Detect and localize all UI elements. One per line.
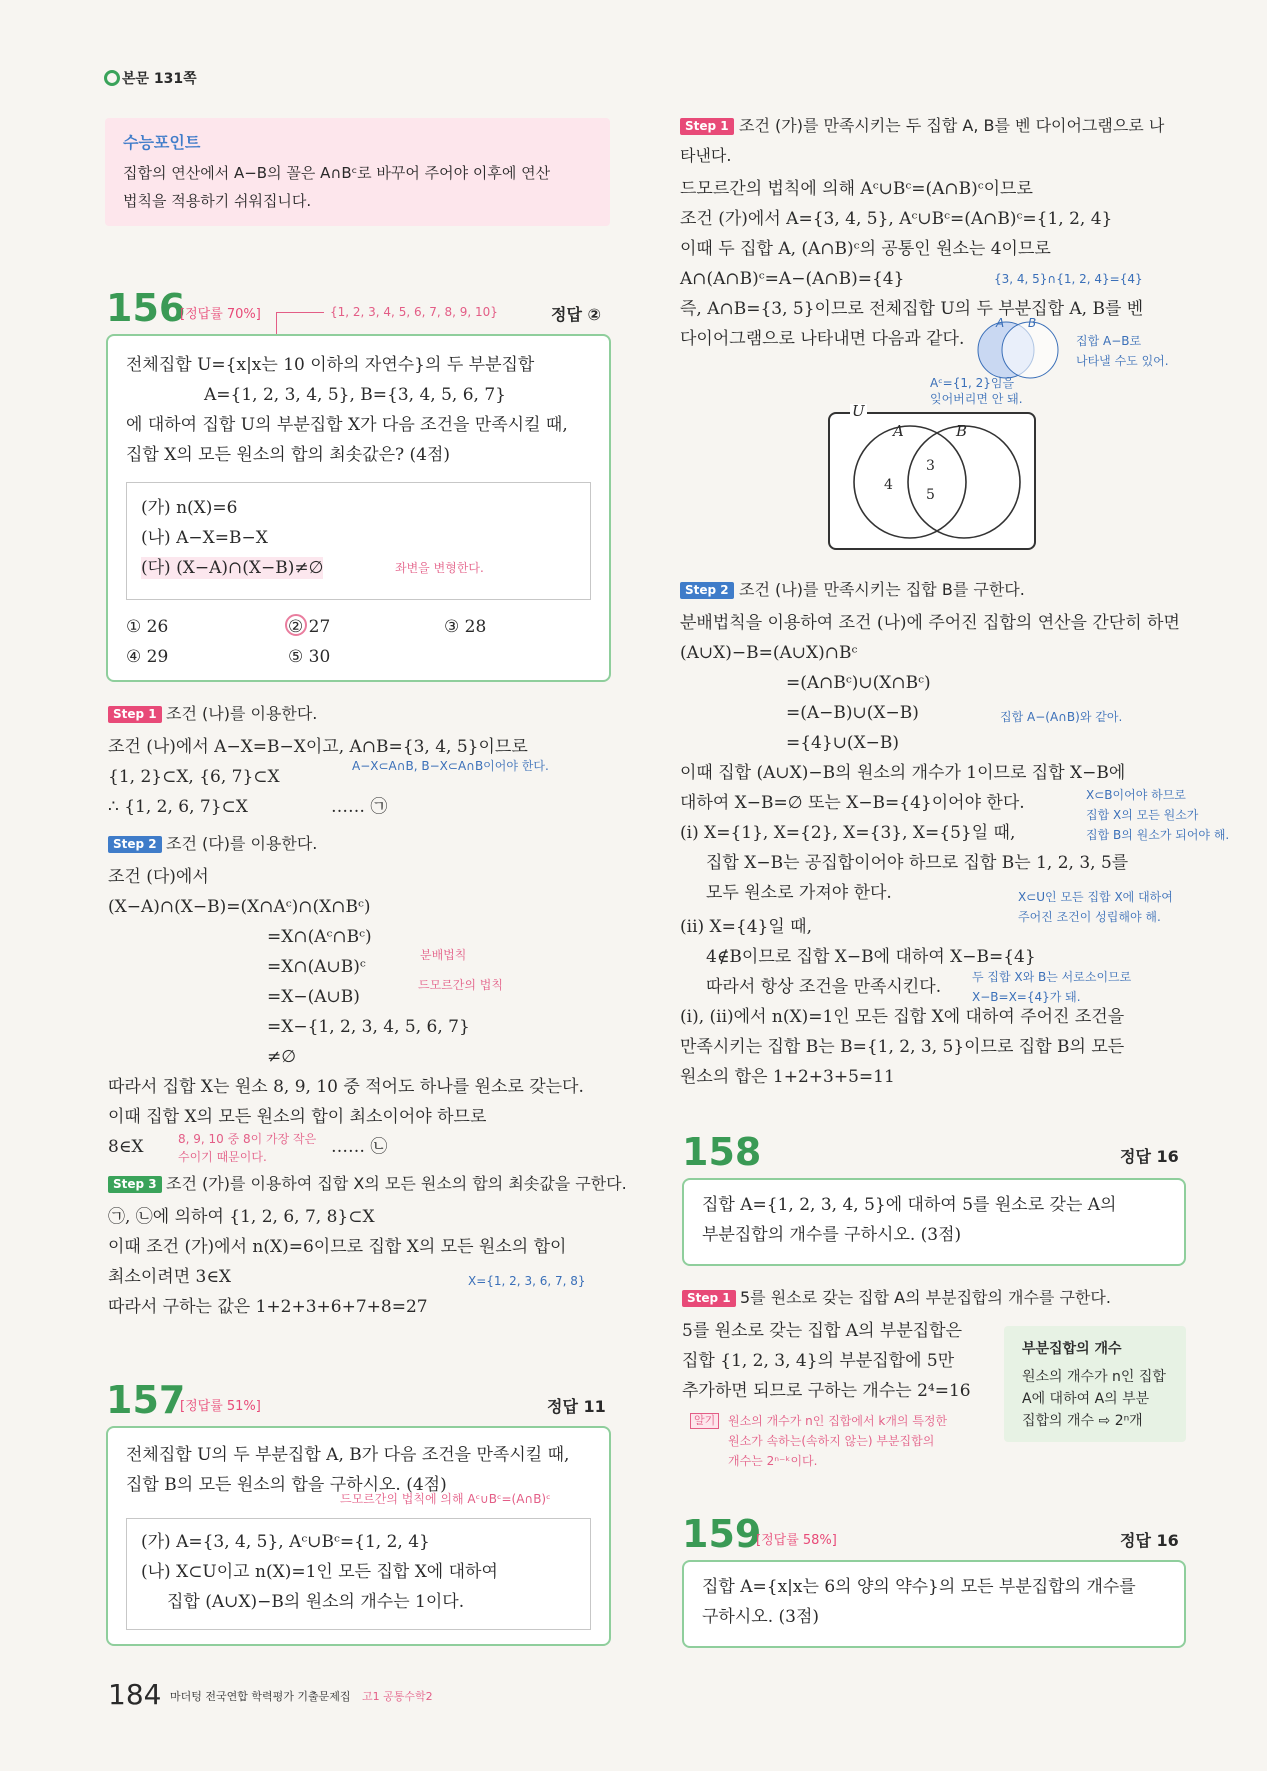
solution-line: ≠∅ xyxy=(267,1047,297,1067)
choice-2[interactable]: ② 27 xyxy=(288,617,331,637)
solution-line: 이때 두 집합 A, (A∩B)ᶜ의 공통인 원소는 4이므로 xyxy=(680,239,1051,259)
note-t13: X−B=X={4}가 돼. xyxy=(972,990,1081,1004)
question-box-158 xyxy=(682,1178,1186,1266)
question-line: 전체집합 U의 두 부분집합 A, B가 다음 조건을 만족시킬 때, xyxy=(126,1445,570,1465)
solution-line: 드모르간의 법칙에 의해 Aᶜ∪Bᶜ=(A∩B)ᶜ이므로 xyxy=(680,179,1033,199)
condition-na: (나) A−X=B−X xyxy=(141,528,268,548)
mini-venn-label-b: B xyxy=(1028,316,1037,330)
question-line: 전체집합 U={x|x는 10 이하의 자연수}의 두 부분집합 xyxy=(126,355,535,375)
footer-title: 마더텅 전국연합 학력평가 기출문제집 xyxy=(170,1690,351,1703)
solution-line: 5를 원소로 갖는 집합 A의 부분집합은 xyxy=(682,1321,963,1341)
note-mini-venn: 나타낼 수도 있어. xyxy=(1076,354,1169,368)
venn-element-ab: 5 xyxy=(926,487,935,503)
note-t7: X⊂B이어야 하므로 xyxy=(1086,788,1186,802)
solution-line: 즉, A∩B={3, 5}이므로 전체집합 U의 두 부분집합 A, B를 벤 xyxy=(680,299,1144,319)
solution-line: 이때 집합 X의 모든 원소의 합이 최소이어야 하므로 xyxy=(108,1107,487,1127)
solution-line: ㉠, ㉡에 의하여 {1, 2, 6, 7, 8}⊂X xyxy=(108,1207,375,1227)
footer-subtitle: 고1 공통수학2 xyxy=(362,1690,433,1703)
solution-line: 따라서 항상 조건을 만족시킨다. xyxy=(706,977,942,997)
venn-diagram xyxy=(828,412,1036,550)
problem-number-159: 159 xyxy=(682,1512,762,1556)
solution-line: 만족시키는 집합 B는 B={1, 2, 3, 5}이므로 집합 B의 모든 xyxy=(680,1037,1125,1057)
question-line: A={1, 2, 3, 4, 5}, B={3, 4, 5, 6, 7} xyxy=(204,385,506,405)
note-s2j: 8, 9, 10 중 8이 가장 작은 xyxy=(178,1132,317,1146)
note-t10: X⊂U인 모든 집합 X에 대하여 xyxy=(1018,890,1173,904)
point-line2: 법칙을 적용하기 쉬워집니다. xyxy=(123,192,312,210)
note-s2j: 수이기 때문이다. xyxy=(178,1150,267,1164)
question-line: 부분집합의 개수를 구하시오. (3점) xyxy=(702,1225,962,1245)
venn-element-a: 4 xyxy=(884,477,893,493)
step-title: 조건 (가)를 만족시키는 두 집합 A, B를 벤 다이어그램으로 나 xyxy=(739,116,1165,135)
problem-number-158: 158 xyxy=(682,1130,762,1174)
condition-box xyxy=(126,1518,591,1630)
rate-156: [정답률 70%] xyxy=(180,307,261,322)
step-tag: Step 3 xyxy=(108,1176,162,1193)
solution-line: ={4}∪(X−B) xyxy=(786,733,900,753)
question-line: 집합 A={x|x는 6의 양의 약수}의 모든 부분집합의 개수를 xyxy=(702,1577,1136,1597)
choice-5[interactable]: ⑤ 30 xyxy=(288,647,331,667)
condition-da: (다) (X−A)∩(X−B)≠∅ xyxy=(141,558,324,578)
question-line: 집합 A={1, 2, 3, 4, 5}에 대하여 5를 원소로 갖는 A의 xyxy=(702,1195,1117,1215)
solution-line: 이때 조건 (가)에서 n(X)=6이므로 집합 X의 모든 원소의 합이 xyxy=(108,1237,567,1257)
note-s2d: 드모르간의 법칙 xyxy=(418,978,503,992)
solution-line: (i) X={1}, X={2}, X={3}, X={5}일 때, xyxy=(680,823,1016,843)
solution-line: 다이어그램으로 나타내면 다음과 같다. xyxy=(680,329,965,349)
note-t7: 집합 B의 원소가 되어야 해. xyxy=(1086,828,1230,842)
note-t13: 두 집합 X와 B는 서로소이므로 xyxy=(972,970,1132,984)
solution-line: 집합 X−B는 공집합이어야 하므로 집합 B는 1, 2, 3, 5를 xyxy=(706,853,1129,873)
note-r4: {3, 4, 5}∩{1, 2, 4}={4} xyxy=(994,272,1143,286)
solution-line: (X−A)∩(X−B)=(X∩Aᶜ)∩(X∩Bᶜ) xyxy=(108,897,371,917)
note-s2c: 분배법칙 xyxy=(420,948,467,962)
step-tag: Step 2 xyxy=(108,836,162,853)
condition-box xyxy=(126,482,591,600)
choice-4[interactable]: ④ 29 xyxy=(126,647,169,667)
solution-line: =(A−B)∪(X−B) xyxy=(786,703,919,723)
condition-ga: (가) A={3, 4, 5}, Aᶜ∪Bᶜ={1, 2, 4} xyxy=(141,1532,430,1552)
step-tag: Step 1 xyxy=(682,1290,736,1307)
solution-line: 모두 원소로 가져야 한다. xyxy=(706,883,892,903)
step-title: 조건 (나)를 만족시키는 집합 B를 구한다. xyxy=(739,580,1025,599)
step-title: 5를 원소로 갖는 집합 A의 부분집합의 개수를 구한다. xyxy=(740,1288,1111,1307)
solution-line: 분배법칙을 이용하여 조건 (나)에 주어진 집합의 연산을 간단히 하면 xyxy=(680,613,1180,633)
solution-line: (A∪X)−B=(A∪X)∩Bᶜ xyxy=(680,643,858,663)
point-title: 수능포인트 xyxy=(123,133,201,152)
answer-158: 정답 16 xyxy=(1120,1147,1179,1166)
note-condition-da: 좌변을 변형한다. xyxy=(395,561,484,575)
note-universe: {1, 2, 3, 4, 5, 6, 7, 8, 9, 10} xyxy=(330,305,498,319)
question-box-159 xyxy=(682,1560,1186,1648)
equation-tag: …… ㉠ xyxy=(331,797,388,817)
condition-na-cont: 집합 (A∪X)−B의 원소의 개수는 1이다. xyxy=(167,1592,465,1612)
solution-line: 8∈X xyxy=(108,1137,144,1157)
step-title: 조건 (가)를 이용하여 집합 X의 모든 원소의 합의 최솟값을 구한다. xyxy=(166,1174,627,1193)
note-ac: 잊어버리면 안 돼. xyxy=(930,392,1023,406)
header-label: 본문 131쪽 xyxy=(122,71,197,87)
solution-line: ∴ {1, 2, 6, 7}⊂X xyxy=(108,797,248,817)
mini-venn-diagram xyxy=(970,316,1070,382)
problem-number-157: 157 xyxy=(106,1378,186,1422)
side-note-line: A에 대하여 A의 부분 xyxy=(1022,1391,1150,1407)
solution-line: 집합 {1, 2, 3, 4}의 부분집합에 5만 xyxy=(682,1351,955,1371)
side-note-title: 부분집합의 개수 xyxy=(1022,1341,1122,1357)
solution-line: =X∩(A∪B)ᶜ xyxy=(267,957,366,977)
note-mini-venn: 집합 A−B로 xyxy=(1076,334,1142,348)
side-note-line: 집합의 개수 ⇨ 2ⁿ개 xyxy=(1022,1413,1143,1429)
solution-line: (ii) X={4}일 때, xyxy=(680,917,812,937)
note-q157: 드모르간의 법칙에 의해 Aᶜ∪Bᶜ=(A∩B)ᶜ xyxy=(340,1492,551,1506)
solution-line: 최소이려면 3∈X xyxy=(108,1267,232,1287)
venn-label-u: U xyxy=(852,402,865,420)
tip-line: 원소가 속하는(속하지 않는) 부분집합의 xyxy=(728,1434,935,1448)
tip-line: 개수는 2ⁿ⁻ᵏ이다. xyxy=(728,1454,818,1468)
step-tag: Step 2 xyxy=(680,582,734,599)
solution-line: (i), (ii)에서 n(X)=1인 모든 집합 X에 대하여 주어진 조건을 xyxy=(680,1007,1125,1027)
solution-line: A∩(A∩B)ᶜ=A−(A∩B)={4} xyxy=(680,269,905,289)
page-number: 184 xyxy=(108,1678,162,1711)
solution-line: =X−{1, 2, 3, 4, 5, 6, 7} xyxy=(267,1017,470,1037)
condition-na: (나) X⊂U이고 n(X)=1인 모든 집합 X에 대하여 xyxy=(141,1562,498,1582)
condition-ga: (가) n(X)=6 xyxy=(141,498,238,518)
note-s1b: A−X⊂A∩B, B−X⊂A∩B이어야 한다. xyxy=(352,759,549,773)
solution-line: 원소의 합은 1+2+3+5=11 xyxy=(680,1067,895,1087)
question-line: 구하시오. (3점) xyxy=(702,1607,819,1627)
solution-line: 따라서 집합 X는 원소 8, 9, 10 중 적어도 하나를 원소로 갖는다. xyxy=(108,1077,584,1097)
note-s3c: X={1, 2, 3, 6, 7, 8} xyxy=(468,1274,586,1288)
step-title: 조건 (다)를 이용한다. xyxy=(166,834,318,853)
problem-number-156: 156 xyxy=(106,286,186,330)
step-tag: Step 1 xyxy=(680,118,734,135)
tip-tag: 알기 xyxy=(690,1413,719,1429)
venn-label-b: B xyxy=(956,422,968,440)
note-t10: 주어진 조건이 성립해야 해. xyxy=(1018,910,1161,924)
solution-line: =X∩(Aᶜ∩Bᶜ) xyxy=(267,927,372,947)
header-circle-icon xyxy=(104,70,120,86)
note-t7: 집합 X의 모든 원소가 xyxy=(1086,808,1199,822)
solution-line: 대하여 X−B=∅ 또는 X−B={4}이어야 한다. xyxy=(680,793,1025,813)
solution-line: 4∉B이므로 집합 X−B에 대하여 X−B={4} xyxy=(706,947,1036,967)
solution-line: 따라서 구하는 값은 1+2+3+6+7+8=27 xyxy=(108,1297,428,1317)
mini-venn-label-a: A xyxy=(996,316,1005,330)
question-line: 에 대하여 집합 U의 부분집합 X가 다음 조건을 만족시킬 때, xyxy=(126,415,568,435)
venn-element-ab: 3 xyxy=(926,458,935,474)
arrow-line xyxy=(276,312,324,313)
question-line: 집합 B의 모든 원소의 합을 구하시오. (4점) xyxy=(126,1475,447,1495)
question-line: 집합 X의 모든 원소의 합의 최솟값은? (4점) xyxy=(126,445,451,465)
rate-159: [정답률 58%] xyxy=(756,1533,837,1548)
choice-1[interactable]: ① 26 xyxy=(126,617,169,637)
solution-line: 조건 (나)에서 A−X=B−X이고, A∩B={3, 4, 5}이므로 xyxy=(108,737,528,757)
note-t4: 집합 A−(A∩B)와 같아. xyxy=(1000,710,1123,724)
point-line1: 집합의 연산에서 A−B의 꼴은 A∩Bᶜ로 바꾸어 주어야 이후에 연산 xyxy=(123,164,551,182)
tip-line: 원소의 개수가 n인 집합에서 k개의 특정한 xyxy=(728,1414,948,1428)
choice-3[interactable]: ③ 28 xyxy=(444,617,487,637)
side-note-box xyxy=(1004,1326,1186,1442)
question-box-157 xyxy=(106,1426,611,1646)
solution-line: 조건 (다)에서 xyxy=(108,867,209,887)
note-ac: Aᶜ={1, 2}임을 xyxy=(930,376,1015,390)
solution-line: 조건 (가)에서 A={3, 4, 5}, Aᶜ∪Bᶜ=(A∩B)ᶜ={1, 2, 4} xyxy=(680,209,1113,229)
solution-line: {1, 2}⊂X, {6, 7}⊂X xyxy=(108,767,280,787)
answer-159: 정답 16 xyxy=(1120,1531,1179,1550)
venn-label-a: A xyxy=(893,422,904,440)
side-note-line: 원소의 개수가 n인 집합 xyxy=(1022,1369,1166,1385)
answer-157: 정답 11 xyxy=(547,1397,606,1416)
solution-line: 이때 집합 (A∪X)−B의 원소의 개수가 1이므로 집합 X−B에 xyxy=(680,763,1126,783)
solution-line: 추가하면 되므로 구하는 개수는 2⁴=16 xyxy=(682,1381,971,1401)
question-box-156 xyxy=(106,334,611,682)
step-title: 조건 (나)를 이용한다. xyxy=(166,704,318,723)
equation-tag: …… ㉡ xyxy=(331,1137,388,1157)
step-title-cont: 타낸다. xyxy=(680,146,732,165)
point-box xyxy=(105,118,610,226)
rate-157: [정답률 51%] xyxy=(180,1399,261,1414)
step-tag: Step 1 xyxy=(108,706,162,723)
solution-line: =X−(A∪B) xyxy=(267,987,360,1007)
solution-line: =(A∩Bᶜ)∪(X∩Bᶜ) xyxy=(786,673,931,693)
answer-156: 정답 ② xyxy=(551,305,602,324)
